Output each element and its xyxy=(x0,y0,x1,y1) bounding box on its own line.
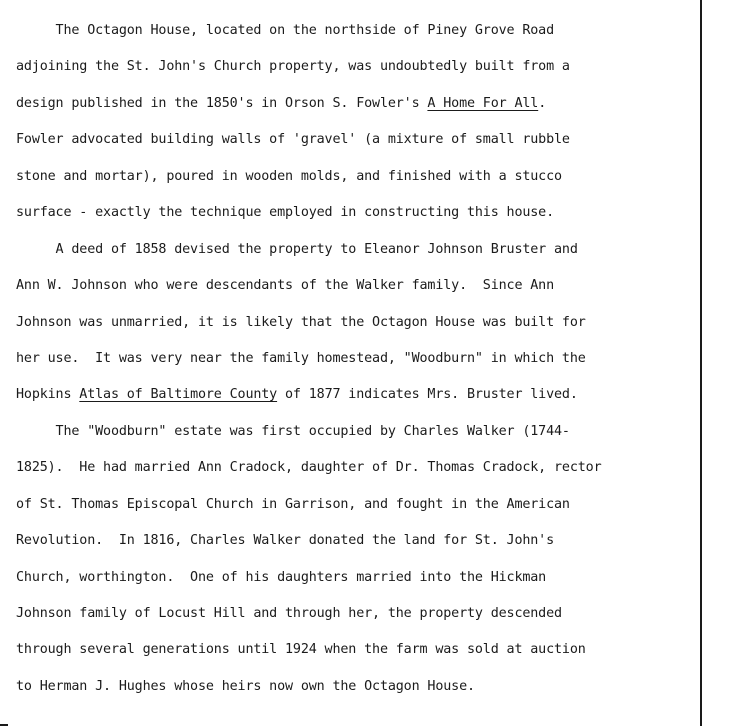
text-line xyxy=(16,377,700,413)
text-line xyxy=(16,523,700,559)
text-run: The "Woodburn" estate was first occupied by Charles Walker (1744- xyxy=(16,423,570,439)
text-run: of St. Thomas Episcopal Church in Garrison, and fought in the American xyxy=(16,496,570,512)
text-run: Ann W. Johnson who were descendants of the Walker family. Since Ann xyxy=(16,278,555,294)
text-run: adjoining the St. John's Church property, was undoubtedly built from a xyxy=(16,59,570,75)
underlined-title: Atlas of Baltimore County xyxy=(79,387,278,403)
text-line xyxy=(16,49,700,85)
text-line xyxy=(16,86,700,122)
text-line xyxy=(16,268,700,304)
text-line xyxy=(16,487,700,523)
text-run: Johnson was unmarried, it is likely that the Octagon House was built for xyxy=(16,314,586,330)
text-line xyxy=(16,669,700,705)
text-run: to Herman J. Hughes whose heirs now own the Octagon House. xyxy=(16,678,475,694)
text-run: of 1877 indicates Mrs. Bruster lived. xyxy=(277,387,578,403)
text-run: surface - exactly the technique employed in constructing this house. xyxy=(16,205,555,221)
text-line xyxy=(16,13,700,49)
text-run: Fowler advocated building walls of 'gravel' (a mixture of small rubble xyxy=(16,132,570,148)
text-run: . xyxy=(538,95,547,111)
text-line xyxy=(16,305,700,341)
page-border-right xyxy=(700,0,702,726)
text-line xyxy=(16,596,700,632)
text-run: The Octagon House, located on the northside of Piney Grove Road xyxy=(16,23,555,38)
text-run: Church, worthington. One of his daughters married into the Hickman xyxy=(16,569,547,585)
text-line xyxy=(16,632,700,668)
text-run: through several generations until 1924 when the farm was sold at auction xyxy=(16,642,586,658)
text-line xyxy=(16,159,700,195)
text-run: Johnson family of Locust Hill and through her, the property descended xyxy=(16,606,562,621)
text-line xyxy=(16,232,700,268)
text-run: Revolution. In 1816, Charles Walker donated the land for St. John's xyxy=(16,533,555,549)
text-line xyxy=(16,122,700,158)
text-run: 1825). He had married Ann Cradock, daughter of Dr. Thomas Cradock, rector xyxy=(16,460,602,476)
text-run: her use. It was very near the family homestead, "Woodburn" in which the xyxy=(16,350,586,366)
text-run: stone and mortar), poured in wooden molds, and finished with a stucco xyxy=(16,168,562,184)
text-line xyxy=(16,195,700,231)
text-line xyxy=(16,560,700,596)
text-run: design published in the 1850's in Orson S. Fowler's xyxy=(16,95,428,111)
text-line xyxy=(16,450,700,486)
text-run: A deed of 1858 devised the property to Eleanor Johnson Bruster and xyxy=(16,241,578,257)
text-line xyxy=(16,414,700,450)
text-line xyxy=(16,341,700,377)
document-body xyxy=(16,13,700,705)
text-run: Hopkins xyxy=(16,387,80,403)
underlined-title: A Home For All xyxy=(427,95,539,111)
